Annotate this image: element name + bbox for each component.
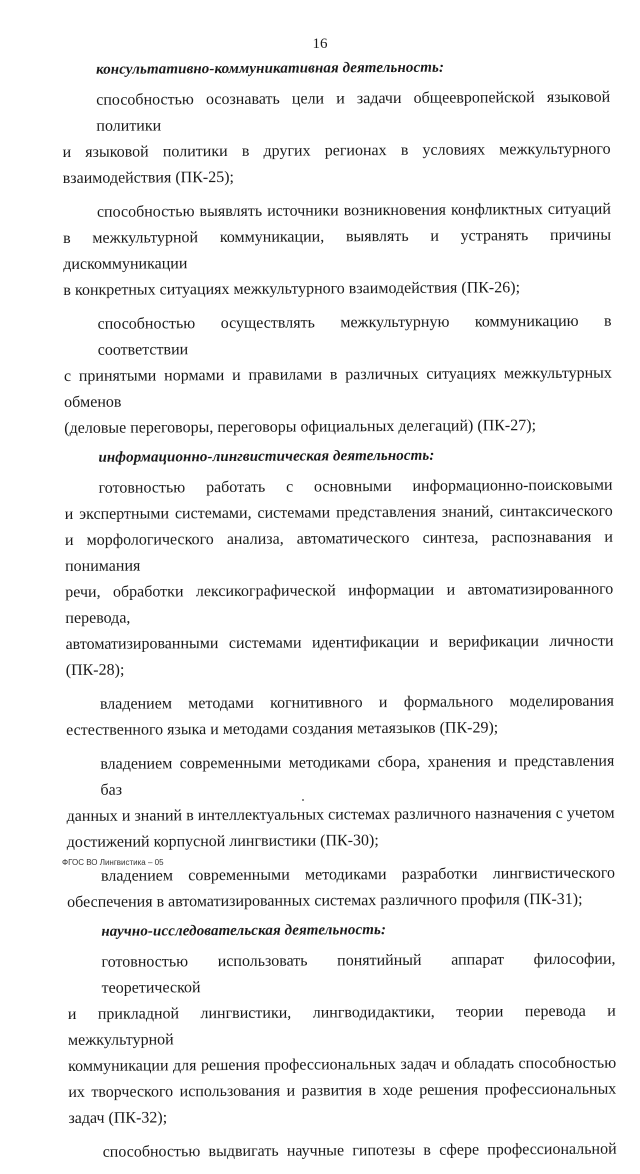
page-body [62,59,617,1174]
text-line: и экспертными системами, системами представления знаний, синтаксического [64,502,613,523]
text-line: готовностью использовать понятийный аппарат философии, теоретической [101,950,616,997]
text-line: и языковой политики в других регионах в условиях межкультурного [62,140,611,161]
text-line: коммуникации для решения профессиональных задач и обладать способностью [68,1054,617,1075]
paragraph [69,1137,617,1166]
text-line: данных и знаний в интеллектуальных системах различного назначения с учетом [66,804,615,825]
text-line: владением методами когнитивного и формального моделирования [99,692,614,713]
paragraph [67,947,616,1132]
text-line: задач (ПК-32); [68,1109,168,1127]
scan-speck [302,799,304,801]
paragraph [62,85,611,192]
text-line: и прикладной лингвистики, лингводидактики, теории перевода и межкультурной [67,1002,616,1049]
text-line: в конкретных ситуациях межкультурного взаимодействия (ПК-26); [63,279,521,299]
text-line: способностью осуществлять межкультурную коммуникацию в соответствии [97,312,612,359]
text-line: в межкультурной коммуникации, выявлять и устранять причины дискоммуникации [63,226,612,273]
text-line: речи, обработки лексикографической информации и автоматизированного перевода, [65,580,614,627]
section-heading: научно-исследовательская деятельность: [101,922,387,940]
text-line: естественного языка и методами создания метаязыков (ПК-29); [66,719,499,739]
paragraph [63,197,612,304]
paragraph [67,861,615,916]
text-line: достижений корпусной лингвистики (ПК-30); [66,832,379,851]
paragraph [66,689,614,744]
section-heading: консультативно-коммуникативная деятельность: [95,59,445,78]
text-line: владением современными методиками сбора, хранения и представления баз [100,752,615,799]
text-line: и морфологического анализа, автоматического синтеза, распознавания и понимания [64,528,613,575]
text-line: взаимодействия (ПК-25); [62,168,234,187]
text-line: владением современными методиками разработки лингвистического [100,864,616,885]
paragraph [64,309,613,442]
text-line: способностью выдвигать научные гипотезы в сфере профессиональной [102,1140,617,1161]
paragraph [66,749,615,856]
paragraph [65,473,614,684]
page-footer: ФГОС ВО Лингвистика – 05 [62,858,164,867]
text-line: способностью осознавать цели и задачи общеевропейской языковой политики [96,88,611,135]
text-line: с принятыми нормами и правилами в различных ситуациях межкультурных обменов [63,364,612,411]
section-heading: информационно-лингвистическая деятельность: [98,447,435,466]
text-line: автоматизированными системами идентификации и верификации личности (ПК-28); [65,632,614,679]
text-line: (деловые переговоры, переговоры официальных делегаций) (ПК-27); [64,417,537,437]
text-line: обеспечения в автоматизированных системах различного профиля (ПК-31); [67,890,583,911]
text-line: готовностью работать с основными информационно-поисковыми [98,476,613,497]
text-line: способностью выявлять источники возникновения конфликтных ситуаций [96,200,611,221]
text-line: их творческого использования и развития в ходе решения профессиональных [68,1080,617,1101]
page-number: 16 [312,36,328,52]
